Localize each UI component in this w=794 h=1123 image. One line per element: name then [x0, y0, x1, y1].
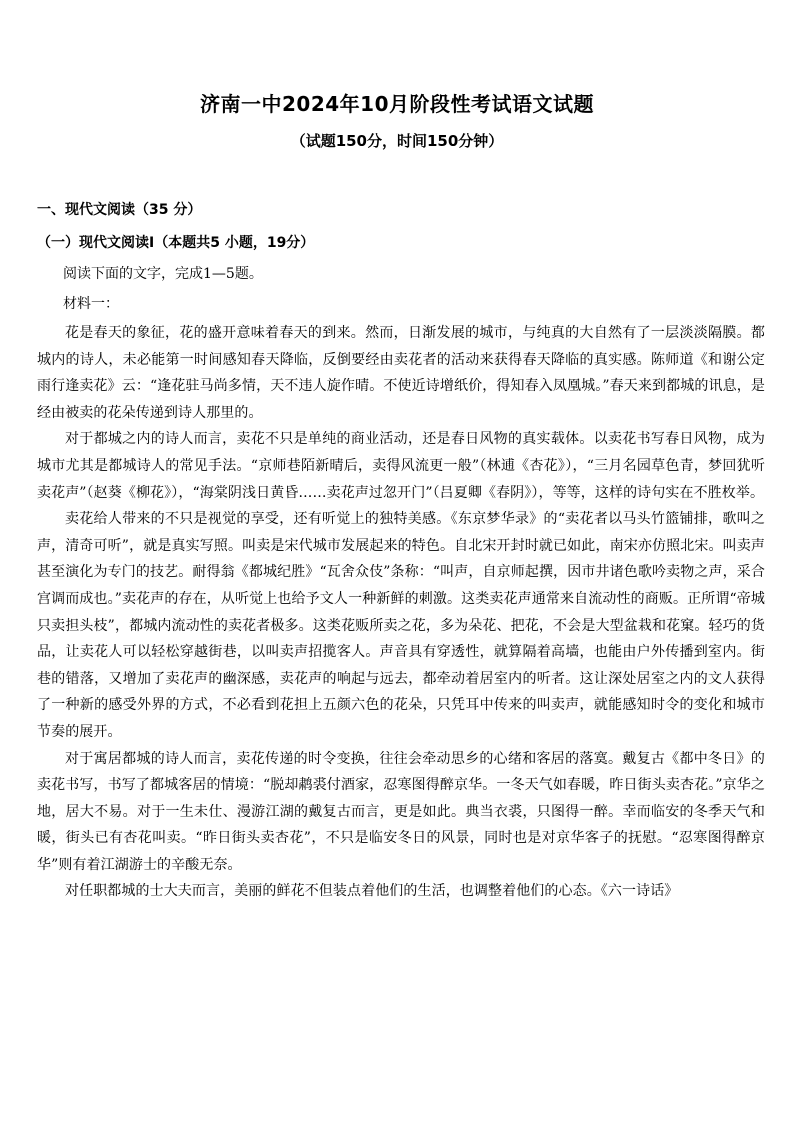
passage-paragraph: 对于寓居都城的诗人而言，卖花传递的时令变换，往往会牵动思乡的心绪和客居的落寞。戴复古《都中冬日》的卖花书写，书写了都城客居的情境：“脱却鹔裘付酒家，忍寒图得醉京华。一冬天气如春暖，昨日街头卖杏花。”京华之地，居大不易。对于一生未仕、漫游江湖的戴复古而言，更是如此。典当衣裘，只图得一醉。幸而临安的冬季天气和暖，街头已有杏花叫卖。“昨日街头卖杏花”，不只是临安冬日的风景，同时也是对京华客子的抚慰。“忍寒图得醉京华”则有着江湖游士的辛酸无奈。	[37, 750, 765, 873]
section-heading: 一、现代文阅读（35 分）	[37, 202, 202, 218]
passage-paragraph: 卖花给人带来的不只是视觉的享受，还有听觉上的独特美感。《东京梦华录》的“卖花者以马头竹篮铺排，歌叫之声，清奇可听”，就是真实写照。叫卖是宋代城市发展起来的特色。自北宋开封时就已如此，南宋亦仿照北宋。叫卖声甚至演化为专门的技艺。耐得翁《都城纪胜》“瓦舍众伎”条称：“叫声，自京师起撰，因市井诸色歌吟卖物之声，采合宫调而成也。”卖花声的存在，从听觉上也给予文人一种新鲜的刺激。这类卖花声通常来自流动性的商贩。正所谓“帝城只卖担头枝”，都城内流动性的卖花者极多。这类花贩所卖之花，多为朵花、把花，不会是大型盆栽和花窠。轻巧的货品，让卖花人可以轻松穿越街巷，以叫卖声招揽客人。声音具有穿透性，就算隔着高墙，也能由户外传播到室内。街巷的错落，又增加了卖花声的幽深感，卖花声的响起与远去，都牵动着居室内的听者。这让深处居室之内的文人获得了一种新的感受外界的方式，不必看到花担上五颜六色的花朵，只凭耳中传来的叫卖声，就能感知时令的变化和城市节奏的展开。	[37, 511, 765, 740]
passage-paragraph: 对任职都城的士大夫而言，美丽的鲜花不但装点着他们的生活，也调整着他们的心态。《六一诗话》	[65, 883, 679, 900]
sub-section-heading: （一）现代文阅读Ⅰ（本题共5 小题，19分）	[37, 235, 315, 251]
exam-subtitle: （试题150分，时间150分钟）	[290, 132, 504, 150]
material-label: 材料一：	[63, 296, 119, 312]
reading-instruction: 阅读下面的文字，完成1—5题。	[63, 266, 263, 282]
passage-paragraph: 花是春天的象征，花的盛开意味着春天的到来。然而，日渐发展的城市，与纯真的大自然有了一层淡淡隔膜。都城内的诗人，未必能第一时间感知春天降临，反倒要经由卖花者的活动来获得春天降临的真实感。陈师道《和谢公定雨行逢卖花》云：“逢花驻马尚多情，天不违人旋作晴。不使近诗增纸价，得知春入凤凰城。”春天来到都城的讯息，是经由被卖的花朵传递到诗人那里的。	[37, 325, 765, 421]
passage-body	[37, 320, 765, 905]
exam-title: 济南一中2024年10月阶段性考试语文试题	[200, 92, 594, 116]
passage-paragraph: 对于都城之内的诗人而言，卖花不只是单纯的商业活动，还是春日风物的真实载体。以卖花书写春日风物，成为城市尤其是都城诗人的常见手法。“京师巷陌新晴后，卖得风流更一般”（林逋《杏花》），“三月名园草色青，梦回犹听卖花声”（赵葵《柳花》），“海棠阴浅日黄昏……卖花声过忽开门”（吕夏卿《春阴》），等等，这样的诗句实在不胜枚举。	[37, 431, 765, 501]
